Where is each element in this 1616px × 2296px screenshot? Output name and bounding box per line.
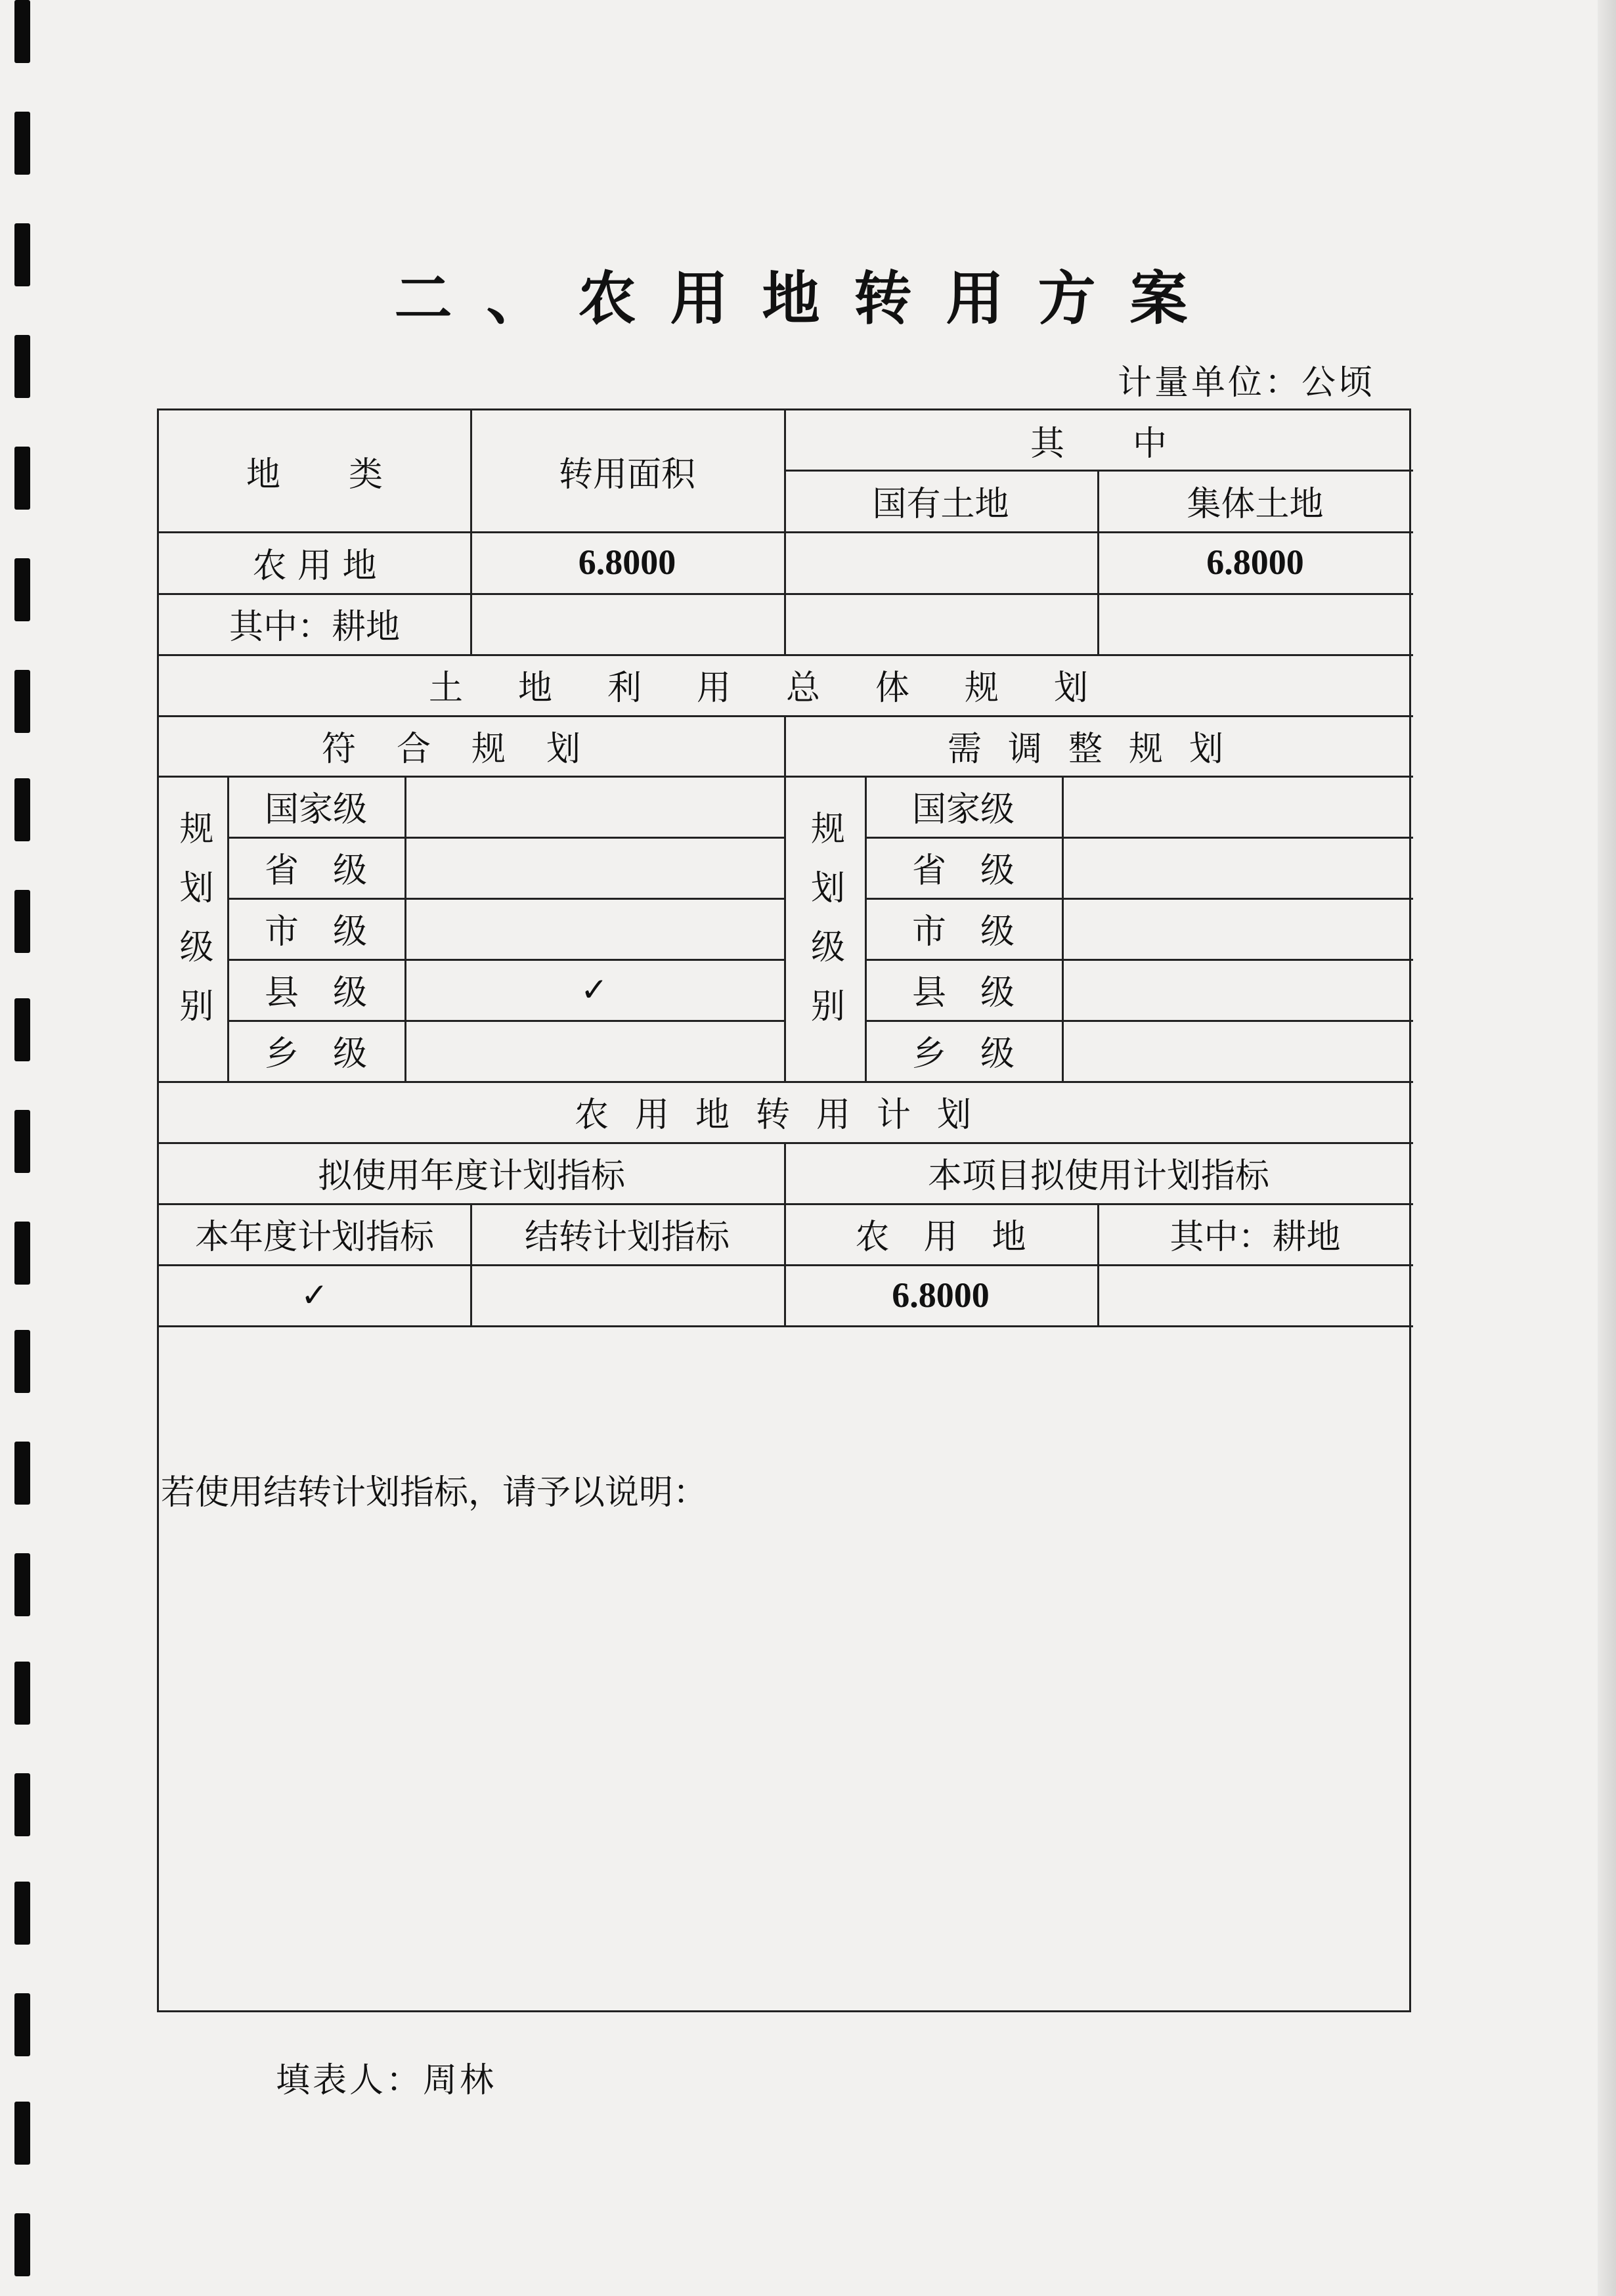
rule [159, 1325, 1413, 1327]
carry-over-note-label: 若使用结转计划指标，请予以说明： [161, 1473, 708, 1512]
conforming-mark-province [404, 837, 784, 898]
level-national-right: 国家级 [911, 790, 1015, 829]
conforming-mark-city [404, 898, 784, 959]
unit-label: 计量单位：公顷 [1117, 363, 1375, 403]
annual-index-heading: 拟使用年度计划指标 [317, 1157, 625, 1196]
plan-level-label-right [784, 776, 865, 1081]
level-township-right: 乡 级 [911, 1034, 1015, 1074]
conforming-plan-heading: 符合规划 [321, 729, 621, 769]
arable-collective-value [1097, 593, 1413, 654]
collective-land-header: 集体土地 [1187, 484, 1324, 524]
adjust-mark-province [1062, 837, 1413, 898]
needs-adjust-plan-heading: 需调整规划 [947, 729, 1250, 769]
level-county-right: 县 级 [911, 973, 1015, 1013]
conforming-mark-county: ✓ [580, 970, 608, 1009]
conversion-plan-heading: 农用地转用计划 [574, 1095, 997, 1135]
level-province-right: 省 级 [911, 851, 1015, 891]
level-township-left: 乡 级 [264, 1034, 367, 1074]
form-filler: 填表人：周林 [276, 2061, 497, 2100]
land-type-header: 地 类 [246, 454, 383, 495]
page-title: 二、农用地转用方案 [394, 265, 1222, 332]
level-city-right: 市 级 [911, 912, 1015, 952]
arable-area-value [470, 593, 784, 654]
page-edge-shadow [1598, 0, 1616, 2296]
level-national-left: 国家级 [264, 790, 367, 829]
farmland-state-value [784, 531, 1097, 593]
arable-label: 其中：耕地 [229, 607, 400, 647]
adjust-mark-county [1062, 959, 1413, 1020]
project-index-heading: 本项目拟使用计划指标 [927, 1157, 1269, 1196]
overall-plan-heading: 土地利用总体规划 [428, 669, 1143, 708]
adjust-mark-national [1062, 776, 1413, 837]
plan-level-char: 规划级别 [804, 810, 844, 1047]
this-year-index-header: 本年度计划指标 [194, 1218, 434, 1257]
project-arable-header: 其中：耕地 [1169, 1218, 1341, 1257]
level-city-left: 市 级 [264, 912, 367, 952]
plan-level-label-left [159, 776, 227, 1081]
project-arable-value [1097, 1264, 1413, 1325]
this-year-index-mark: ✓ [301, 1275, 328, 1314]
conforming-mark-national [404, 776, 784, 837]
binding-holes [14, 0, 34, 2296]
farmland-area-value: 6.8000 [578, 542, 676, 582]
level-county-left: 县 级 [264, 973, 367, 1013]
adjust-mark-township [1062, 1020, 1413, 1081]
conversion-area-header: 转用面积 [558, 454, 695, 495]
arable-state-value [784, 593, 1097, 654]
farmland-label: 农 用 地 [252, 546, 377, 586]
level-province-left: 省 级 [264, 851, 367, 891]
adjust-mark-city [1062, 898, 1413, 959]
state-land-header: 国有土地 [872, 484, 1009, 524]
farmland-collective-value: 6.8000 [1206, 542, 1304, 582]
plan-level-char: 规划级别 [173, 810, 213, 1047]
of-which-header: 其 中 [1030, 424, 1167, 464]
carry-over-index-header: 结转计划指标 [524, 1218, 730, 1257]
conforming-mark-township [404, 1020, 784, 1081]
carry-over-index-value [470, 1264, 784, 1325]
project-farmland-value: 6.8000 [892, 1275, 990, 1315]
conversion-form-table [157, 408, 1411, 2012]
project-farmland-header: 农 用 地 [855, 1218, 1026, 1257]
